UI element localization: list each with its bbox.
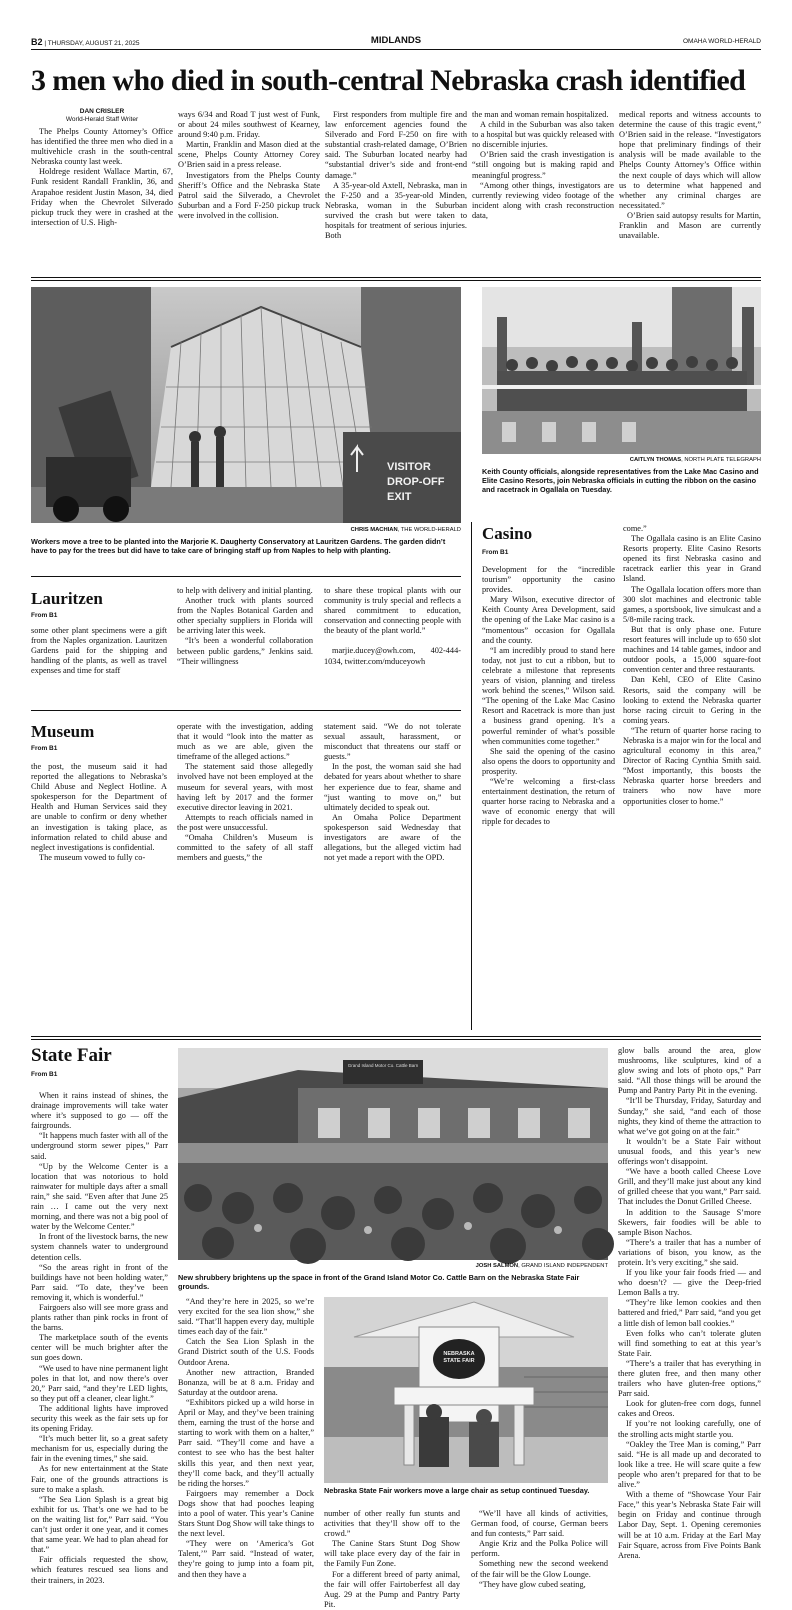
statefair-column-2 (178, 1297, 314, 1578)
section-rule (31, 280, 761, 281)
paragraph: A 35-year-old Axtell, Nebraska, man in the F-250 and a 35-year-old Minden, Nebraska, woman in the Suburban survived the crash but were taken to hospitals for treatment of serious injuries. Both (325, 180, 467, 241)
paragraph: medical reports and witness accounts to determine the cause of this tragic event,” O’Brien said in the release. “Investigators hope that preliminary findings of their analysis will be made available to the Phelps County Attorney’s Office within the next couple of days which will allow us to determine what happened and whether any criminal charges are necessitated.” (619, 110, 761, 210)
paragraph: “They’re like lemon cookies and then battered and fried,” Parr said, “and you get a little dish of lemon ball cookies.” (618, 1298, 761, 1328)
paragraph: “The return of quarter horse racing to Nebraska is a major win for the local and agricultural economy in this area,” Director of Racing Cynthia Smith said. “Most importantly, this boosts the Nebraska quarter horse breeders and trainers who now have more opportunities closer to home.” (623, 725, 761, 806)
museum-column-2 (177, 722, 313, 1032)
casino-column-1 (482, 565, 615, 1032)
paragraph: When it rains instead of shines, the drainage improvements will take water where it’s supposed to go — off the fairgrounds. (31, 1091, 168, 1131)
paragraph: In the post, the woman said she had debated for years about whether to share her experience due to fear, shame and “just wanting to move on,” but ultimately decided to speak out. (324, 762, 461, 812)
paragraph: the post, the museum said it had reported the allegations to Nebraska’s Child Abuse and Neglect Hotline. A spokesperson for the Department of Health and Human Services said they are unable to confirm or deny whether an investigation is taking place, as information related to child abuse and neglect investigations is confidential. (31, 762, 167, 852)
crash-column-3 (325, 110, 467, 274)
paragraph: The museum vowed to fully co- (39, 852, 146, 862)
conservatory-caption: Workers move a tree to be planted into the Marjorie K. Daugherty Conservatory at Lauritzen Gardens. The garden didn’t have to pay for the trees but did have to take care of bringing staff up from Naples to help with planting. (31, 537, 446, 555)
paragraph: Investigators from the Phelps County Sheriff’s Office and the Nebraska State Patrol said the Silverado, a Chevrolet Suburban and a Ford F-250 pickup truck were involved in the collision. (178, 170, 320, 220)
statefair-from: From B1 (31, 1071, 58, 1078)
crash-column-2 (178, 110, 320, 274)
paragraph: She said the opening of the casino also opens the doors to opportunity and prosperity. (482, 746, 615, 776)
museum-title: Museum (31, 722, 95, 741)
page-number: B2 (31, 37, 43, 47)
paragraph: First responders from multiple fire and law enforcement agencies found the Silverado and Ford F-250 on fire with substantial crash-related damage, O’Brien said. The Suburban located nearby had “substantial driver’s side and front-end damage.” (325, 110, 467, 180)
ribbon-caption: Keith County officials, alongside representatives from the Lake Mac Casino and Elite Casino Resorts, join Nebraska officials in cutting the ribbon on the casino and racetrack in Ogallala on Tuesday. (482, 467, 759, 494)
state-fair-logo (433, 1351, 485, 1364)
folio-left (31, 37, 139, 47)
casino-title: Casino (482, 524, 533, 543)
paragraph: Another new attraction, Branded Bonanza, will be at 8 a.m. Friday and Saturday at the outdoor arena. (178, 1367, 314, 1397)
paragraph: Look for gluten-free corn dogs, funnel cakes and Oreos. (618, 1399, 761, 1419)
credit-name: CHRIS MACHIAN (350, 527, 398, 533)
ribbon-photo-credit (482, 457, 761, 463)
credit-name: JOSH SALMON (475, 1263, 519, 1269)
paragraph: The statement said those allegedly involved have not been employed at the museum for several years, with most having left by 2017 and the former executive director leaving in 2021. (177, 762, 313, 812)
statefair-column-1 (31, 1091, 168, 1585)
lauritzen-column-3 (324, 586, 461, 706)
paragraph: come.” (623, 524, 647, 533)
cattle-barn-photo-art (178, 1048, 608, 1260)
paragraph: “Oakley the Tree Man is coming,” Parr said. “He is all made up and decorated to look like a tree. He will scare quite a few people who aren’t prepared for that to be alive.” (618, 1439, 761, 1490)
credit-org: , NORTH PLATE TELEGRAPH (681, 457, 761, 463)
logo-line: NEBRASKA (443, 1351, 475, 1357)
paragraph: The Ogallala location offers more than 300 slot machines and electronic table games, a sportsbook, live simulcast and a 5/8-mile racing track. (623, 584, 761, 624)
section-rule (31, 710, 461, 711)
section-rule (31, 1036, 761, 1037)
lauritzen-title: Lauritzen (31, 589, 103, 608)
section-rule (31, 576, 461, 577)
museum-column-3 (324, 722, 461, 1032)
folio-date: THURSDAY, AUGUST 21, 2025 (47, 40, 140, 47)
paragraph: to share these tropical plants with our community is truly special and reflects a shared commitment to education, conservation and connecting people with the beauty of the plant world.” (324, 586, 461, 636)
paragraph: It wouldn’t be a State Fair without unusual foods, and this year’s new offerings won’t disappoint. (618, 1136, 761, 1167)
barn-photo-credit (178, 1263, 608, 1269)
conservatory-photo (31, 287, 461, 523)
paragraph: A child in the Suburban was also taken to a hospital but was quickly released with no discernible injuries. (472, 120, 614, 150)
paragraph: “Exhibitors picked up a wild horse in April or May, and they’ve been training them, earning the trust of the horse and starting to work with them on a halter,” Parr said. “They’ll come and have a contest to see who has the best halter skills this year, and then next year, they’ll come back, and they’ll actually be riding the horses.” (178, 1397, 314, 1488)
crash-column-4 (472, 110, 614, 274)
paragraph: “The Sea Lion Splash is a great big exhibit for us. That’s one we had to be on the waiting list for,” Parr said. “You can’t just order it one year, and it comes that same year. We had to plan ahead for that.” (31, 1494, 168, 1555)
paragraph: “We’ll have all kinds of activities, German food, of course, German beers and fun contests,” Parr said. (471, 1509, 608, 1539)
chair-caption: Nebraska State Fair workers move a large chair as setup continued Tuesday. (324, 1486, 590, 1495)
column-divider (471, 522, 472, 1030)
paragraph: “We have a booth called Cheese Love Grill, and they’ll make just about any kind of grilled cheese that you want,” Parr said. That includes the Donut Grilled Cheese. (618, 1167, 761, 1207)
paragraph: “Up by the Welcome Center is a location that was notorious to hold rainwater for multiple days after a small rain,” she said. “Even after that June 25 rain … I came out the very next morning, and there was not a big pool of water by the Welcome Center.” (31, 1161, 168, 1232)
paper-name: OMAHA WORLD-HERALD (682, 38, 761, 45)
paragraph: “There’s a trailer that has a number of variations of bison, you know, as the protein. It’s very exciting,” she said. (618, 1237, 761, 1267)
paragraph: “They have glow cubed seating, (479, 1579, 586, 1589)
paragraph: In front of the livestock barns, the new system channels water to underground detention cells. (31, 1232, 168, 1262)
paragraph: As for new entertainment at the State Fair, one of the grounds attractions is sure to make a splash. (31, 1464, 168, 1494)
paragraph: For a different breed of party animal, the fair will offer Fairtoberfest all day Aug. 29 at the Pump and Pantry Party Pit. (324, 1569, 460, 1609)
paragraph: An Omaha Police Department spokesperson said Wednesday that investigators are aware of the allegations, but the alleged victim had not yet made a report with the OPD. (324, 812, 461, 863)
paragraph: Catch the Sea Lion Splash in the Grand District south of the U.S. Foods Outdoor Arena. (178, 1337, 314, 1367)
visitor-sign (387, 460, 444, 505)
paragraph: “Omaha Children’s Museum is committed to the safety of all staff members and guests,” the (177, 833, 313, 863)
statefair-title: State Fair (31, 1045, 112, 1066)
casino-from: From B1 (482, 549, 509, 556)
paragraph: some other plant specimens were a gift from the Naples organization. Lauritzen Gardens paid for the shipping and handling of the plants, as well as travel expenses and time for staff (31, 626, 167, 676)
museum-column-1 (31, 762, 167, 1032)
paragraph: Attempts to reach officials named in the post were unsuccessful. (177, 812, 313, 832)
paragraph: Something new the second weekend of the fair will be the Glow Lounge. (471, 1559, 608, 1579)
paragraph: “So the areas right in front of the buildings have not been holding water,” Parr said. “To date, they’ve been removing it, which is wonderful.” (31, 1262, 168, 1302)
credit-name: CAITLYN THOMAS (629, 457, 682, 463)
credit-org: , THE WORLD-HERALD (397, 527, 461, 533)
paragraph: Another truck with plants sourced from the Naples Botanical Garden and other specialty suppliers in Florida will be arriving later this week. (177, 596, 313, 636)
folio-rule (31, 49, 761, 50)
paragraph: “It’ll be Thursday, Friday, Saturday and Sunday,” she said, “and each of those nights, they kind of theme the attraction to what we’ve got going on at the fair.” (618, 1096, 761, 1136)
paragraph: If you like your fair foods fried — and who doesn’t? — give the Deep-fried Lemon Balls a try. (618, 1268, 761, 1298)
byline-name: DAN CRISLER (79, 108, 125, 115)
paragraph: “It happens much faster with all of the underground storm sewer pipes,” Parr said. (31, 1131, 168, 1161)
author-contact: marjie.ducey@owh.com, 402-444-1034, twitter.com/mduceyowh (324, 646, 461, 666)
paragraph: Martin, Franklin and Mason died at the scene, Phelps County Attorney Corey O’Brien said in a press release. (178, 140, 320, 170)
paragraph: “We used to have nine permanent light poles in that lot, and now there’s over 20,” Parr said, “and they’re LED lights, so they put off a cleaner, clear light.” (31, 1363, 168, 1403)
byline-title: World-Herald Staff Writer (65, 116, 139, 123)
paragraph: operate with the investigation, adding that it would “look into the matter as much as we are able, given the timeframe of the alleged actions.” (177, 722, 313, 762)
paragraph: Fair officials requested the show, which features rescued sea lions and their trainers, in 2023. (31, 1555, 168, 1585)
sign-line: VISITOR (387, 461, 431, 473)
statefair-column-3 (324, 1509, 460, 1609)
sign-line: DROP-OFF (387, 476, 445, 488)
paragraph: But that is only phase one. Future resort features will include up to 650 slot machines and 14 table games, indoor and outdoor pools, a 15,000 square-foot convention center and three restaurants. (623, 624, 761, 675)
paragraph: The Ogallala casino is an Elite Casino Resorts property. Elite Casino Resorts opened its first Nebraska casino and racetrack earlier this year in Grand Island. (623, 534, 761, 584)
paragraph: statement said. “We do not tolerate sexual assault, harassment, or misconduct that threatens our staff or guests.” (324, 722, 461, 762)
paragraph: “There’s a trailer that has everything in there gluten free, and then many other trailers who have gluten-free options,” Parr said. (618, 1358, 761, 1399)
credit-org: , GRAND ISLAND INDEPENDENT (518, 1263, 608, 1269)
paragraph: If you’re not looking carefully, one of the strolling acts might startle you. (618, 1419, 761, 1439)
barn-caption: New shrubbery brightens up the space in front of the Grand Island Motor Co. Cattle Barn on the Nebraska State Fair grounds. (178, 1273, 580, 1291)
paragraph: Dan Kehl, CEO of Elite Casino Resorts, said the company will be looking to extend the Nebraska quarter horse racing circuit to Gering in the coming years. (623, 675, 761, 725)
paragraph: “Among other things, investigators are currently reviewing video footage of the incident along with crash reconstruction data, (472, 180, 614, 220)
crash-column-5 (619, 110, 761, 274)
paragraph: “I am incredibly proud to stand here today, not just to cut a ribbon, but to celebrate a milestone that represents years of vision, planning and tireless work behind the scenes,” Wilson said. “The opening of the Lake Mac Casino Resort and Racetrack is more than just a business grand opening. It’s a powerful reminder of what’s possible when communities come together.” (482, 645, 615, 746)
paragraph: Fairgoers may remember a Dock Dogs show that had pooches leaping into a pool of water. This year’s Canine Stars Stunt Dog Show will take things to the next level. (178, 1488, 314, 1539)
crash-column-1 (31, 108, 173, 274)
statefair-column-5 (618, 1046, 761, 1578)
paragraph: Mary Wilson, executive director of Keith County Area Development, said the opening of the Lake Mac casino is a “momentous” occasion for Ogallala and the county. (482, 595, 615, 645)
paragraph: number of other really fun stunts and activities that they’ll show off to the crowd.” (324, 1509, 460, 1539)
barn-sign: Grand Island Motor Co. Cattle Barn (347, 1063, 419, 1068)
ribbon-cutting-photo-art (482, 287, 761, 454)
paragraph: “It’s much better lit, so a great safety mechanism for us, especially during the fair in the evening times,” she said. (31, 1434, 168, 1464)
museum-from: From B1 (31, 745, 58, 752)
statefair-column-4 (471, 1509, 608, 1589)
paragraph: “It’s been a wonderful collaboration between public gardens,” Jenkins said. “Their willingness (177, 636, 313, 666)
casino-column-2 (623, 524, 761, 1032)
paragraph: The marketplace south of the events center will be much brighter after the sun goes down. (31, 1333, 168, 1363)
paragraph: the man and woman remain hospitalized. (472, 110, 609, 119)
section-rule (31, 1039, 761, 1040)
lauritzen-from: From B1 (31, 612, 58, 619)
folio-divider: | (44, 40, 48, 47)
paragraph: “And they’re here in 2025, so we’re very excited for the sea lion show,” she said. “That’ll happen every day, multiple times each day of the fair.” (178, 1297, 314, 1337)
lauritzen-column-2 (177, 586, 313, 706)
paragraph: O’Brien said the crash investigation is “still ongoing but is making rapid and meaningful progress.” (472, 150, 614, 180)
sign-line: EXIT (387, 491, 412, 503)
paragraph: glow balls around the area, glow mushrooms, like sculptures, kind of a glow swing and lots of photo ops,” Parr said. “All those things will be around the Pump and Pantry Party Pit in the evening. (618, 1046, 761, 1096)
paragraph: Development for the “incredible tourism” opportunity the casino provides. (482, 565, 615, 595)
paragraph: In addition to the Sausage S’more Skewers, fair foodies will be able to sample Bison Nachos. (618, 1207, 761, 1237)
paragraph: to help with delivery and initial planting. (177, 586, 313, 595)
paragraph: With a theme of “Showcase Your Fair Face,” this year’s Nebraska State Fair will begin on Friday and continue through Labor Day, Sept. 1. Opening ceremonies will be at 10 a.m. Friday at the Earl May Fair Square, across from Five Points Bank Arena. (618, 1490, 761, 1560)
lauritzen-column-1 (31, 626, 167, 706)
section-rule (31, 277, 761, 278)
chair-photo (324, 1297, 608, 1483)
cattle-barn-photo (178, 1048, 608, 1260)
paragraph: Even folks who can’t tolerate gluten will find something to eat at this year’s State Fair. (618, 1328, 761, 1358)
logo-line: STATE FAIR (443, 1357, 475, 1364)
byline (31, 108, 173, 124)
section-name: MIDLANDS (370, 35, 422, 46)
paragraph: Holdrege resident Wallace Martin, 67, Funk resident Randall Franklin, 36, and Arapahoe resident Justin Mason, 34, died Friday when the Chevrolet Silverado pickup truck they were in crashed at the intersection of U.S. High- (31, 167, 173, 227)
paragraph: Angie Kriz and the Polka Police will perform. (471, 1539, 608, 1559)
ribbon-cutting-photo (482, 287, 761, 454)
paragraph: ways 6/34 and Road T just west of Funk, or about 24 miles southwest of Kearney, around 9:40 p.m. Friday. (178, 110, 320, 140)
paragraph: The Phelps County Attorney’s Office has identified the three men who died in a multivehicle crash in the south-central Nebraska county last week. (31, 127, 173, 167)
paragraph: Fairgoers also will see more grass and plants rather than pink rocks in front of the barns. (31, 1302, 168, 1333)
paragraph: “They were on ‘America’s Got Talent,’” Parr said. “Instead of water, they’re going to jump into a foam pit, and then they have a (178, 1539, 314, 1579)
chair-photo-art (324, 1297, 608, 1483)
paragraph: “We’re welcoming a first-class entertainment destination, the return of quarter horse racing to Nebraska and a wave of economic energy that will ripple for decades to (482, 776, 615, 827)
paragraph: The Canine Stars Stunt Dog Show will take place every day of the fair in the Family Fun Zone. (324, 1539, 460, 1569)
paragraph: The additional lights have improved security this week as the fair sets up for its opening Friday. (31, 1403, 168, 1434)
paragraph: O’Brien said autopsy results for Martin, Franklin and Mason are currently unavailable. (619, 210, 761, 241)
conservatory-photo-credit (31, 527, 461, 533)
crash-headline: 3 men who died in south-central Nebraska crash identified (31, 64, 746, 97)
